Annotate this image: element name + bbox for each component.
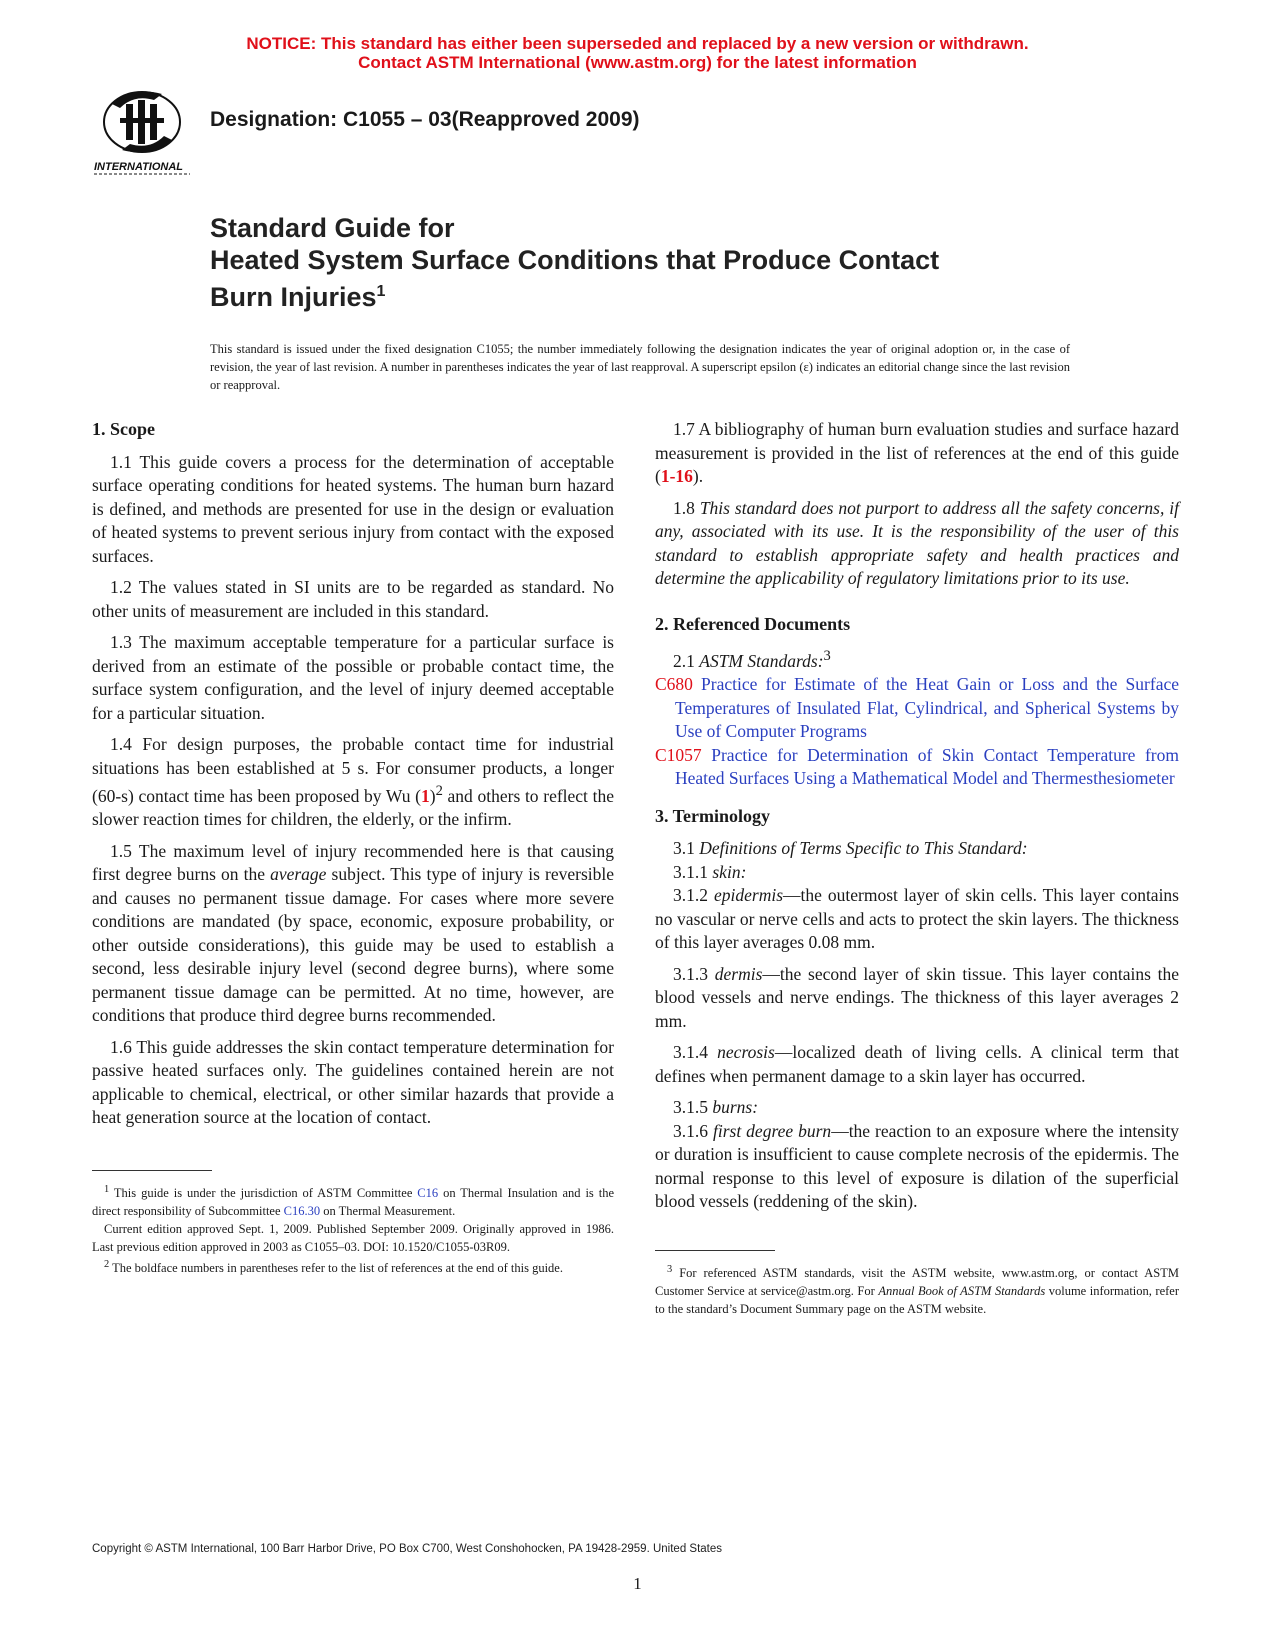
paragraph-1-1: 1.1 This guide covers a process for the determination of acceptable surface operating conditions for heated systems. The human burn hazard is defined, and methods are presented for use in the design or evaluation of heated systems to prevent serious injury from contact with the exposed surfaces.: [92, 451, 614, 566]
reference-title[interactable]: Practice for Determination of Skin Contact Temperature from Heated Surfaces Using a Mathematical Model and Thermesthesiometer: [675, 744, 1179, 789]
paragraph-1-8: 1.8 This standard does not purport to address all the safety concerns, if any, associated with its use. It is the responsibility of the user of this standard to establish appropriate safety and health practices and determine the applicability of regulatory limitations prior to its use.: [655, 497, 1179, 588]
footnotes-right: [655, 1261, 1179, 1318]
reference-c680[interactable]: [655, 673, 1179, 744]
reference-link-1[interactable]: 1: [420, 785, 430, 806]
paragraph-1-2: 1.2 The values stated in SI units are to be regarded as standard. No other units of measurement are included in this standard.: [92, 577, 614, 621]
notice-line-2: Contact ASTM International (www.astm.org) for the latest information: [358, 53, 917, 72]
paragraph-3-1-2: 3.1.2 epidermis—the outermost layer of skin cells. This layer contains no vascular or nerve cells and acts to protect the skin layers. The thickness of this layer averages 0.08 mm.: [655, 885, 1179, 953]
footnote-1: $^1$ This guide is under the jurisdiction of ASTM Committee C16 on Thermal Insulation and is the direct responsibility of Subcommittee C16.30 on Thermal Measurement.: [92, 1183, 614, 1218]
section-heading-terminology: 3. Terminology: [655, 805, 771, 826]
paragraph-3-1-5: 3.1.5 burns:: [673, 1097, 759, 1118]
astm-logo-icon: [92, 84, 198, 180]
left-column: [92, 418, 614, 1277]
reference-title[interactable]: Practice for Estimate of the Heat Gain or Loss and the Surface Temperatures of Insulated Flat, Cylindrical, and Spherical Systems by Use of Computer Programs: [675, 674, 1179, 742]
issue-note: This standard is issued under the fixed designation C1055; the number immediately following the designation indicates the year of original adoption or, in the case of revision, the year of last revision. A number in parentheses indicates the year of last reapproval. A superscript epsilon (ε) indicates an editorial change since the last revision or reapproval.: [210, 342, 1070, 392]
paragraph-3-1-3: 3.1.3 dermis—the second layer of skin tissue. This layer contains the blood vessels and nerve endings. The thickness of this layer averages 2 mm.: [655, 963, 1180, 1031]
paragraph-1-7: 1.7 A bibliography of human burn evaluation studies and surface hazard measurement is provided in the list of references at the end of this guide (1-16).: [655, 419, 1179, 486]
footnote-mark-2: 2: [435, 783, 443, 799]
paragraph-1-3: 1.3 The maximum acceptable temperature for a particular surface is derived from an estimate of the possible or probable contact time, the surface system configuration, and the level of injury deemed acceptable for a particular situation.: [92, 632, 614, 723]
subcommittee-c16-30-link[interactable]: C16.30: [283, 1203, 321, 1218]
footnote-3: $^3$ For referenced ASTM standards, visit the ASTM website, www.astm.org, or contact ASTM Customer Service at service@astm.org. For Annual Book of ASTM Standards volume information, refer to the standard’s Document Summary page on the ASTM website.: [655, 1263, 1179, 1316]
copyright-line: Copyright © ASTM International, 100 Barr Harbor Drive, PO Box C700, West Conshohocken, PA 19428-2959. United States: [92, 1543, 723, 1555]
paragraph-3-1: 3.1 Definitions of Terms Specific to This Standard:: [673, 838, 1028, 859]
designation: Designation: C1055 – 03(Reapproved 2009): [210, 108, 640, 131]
paragraph-1-4: 1.4 For design purposes, the probable contact time for industrial situations has been established at 5 s. For consumer products, a longer (60-s) contact time has been proposed by Wu $(1)^2$ and others to reflect the slower reaction times for children, the elderly, or the infirm.: [92, 734, 614, 830]
paragraph-1-5: 1.5 The maximum level of injury recommended here is that causing first degree burns on the average subject. This type of injury is reversible and causes no permanent tissue damage. For cases where more severe conditions are mandated (by space, economic, exposure probability, or other outside considerations), this guide may be used to establish a second, less desirable injury level (second degree burns), where some permanent tissue damage can be permitted. At no time, however, are conditions that produce third degree burns recommended.: [92, 840, 614, 1026]
document-title: [210, 212, 1030, 313]
logo-text: INTERNATIONAL: [94, 161, 184, 173]
section-heading-referenced-documents: 2. Referenced Documents: [655, 613, 851, 634]
footnote-edition: Current edition approved Sept. 1, 2009. Published September 2009. Originally approved in 1986. Last previous edition approved in 2003 as C1055–03. DOI: 10.1520/C1055-03R09.: [92, 1221, 614, 1254]
section-heading-scope: 1. Scope: [92, 419, 155, 439]
reference-code[interactable]: C1057: [655, 744, 702, 765]
right-column: [655, 418, 1179, 1318]
reference-code[interactable]: C680: [655, 674, 693, 695]
footnote-divider-right: [655, 1250, 775, 1251]
astm-international-logo: [92, 84, 198, 180]
page-number: 1: [633, 1574, 642, 1593]
notice-line-1: NOTICE: This standard has either been superseded and replaced by a new version or withdrawn.: [246, 34, 1029, 53]
paragraph-3-1-6: 3.1.6 first degree burn—the reaction to an exposure where the intensity or duration is insufficient to cause complete necrosis of the epidermis. The normal response to this level of exposure is dilation of the superficial blood vessels (reddening of the skin).: [655, 1120, 1179, 1212]
paragraph-1-6: 1.6 This guide addresses the skin contact temperature determination for passive heated surfaces only. The guidelines contained herein are not applicable to chemical, electrical, or other similar hazards that provide a heat generation source at the location of contact.: [92, 1036, 614, 1128]
paragraph-3-1-1: 3.1.1 skin:: [673, 861, 747, 882]
reference-link-1-16[interactable]: 1-16: [660, 466, 693, 486]
paragraph-2-1: 2.1 ASTM Standards:$^3$: [673, 648, 831, 671]
title-line-1: Standard Guide for: [210, 213, 455, 243]
title-line-3: Burn Injuries$^1$: [210, 282, 386, 312]
title-footnote-mark: 1: [376, 283, 386, 300]
reference-c1057[interactable]: [655, 744, 1179, 791]
committee-c16-link[interactable]: C16: [417, 1185, 439, 1200]
title-line-2: Heated System Surface Conditions that Produce Contact: [210, 245, 940, 275]
withdrawal-notice: [0, 34, 1275, 72]
footnotes-left: [92, 1181, 614, 1277]
footnote-2: $^2$ The boldface numbers in parentheses refer to the list of references at the end of this guide.: [104, 1258, 563, 1276]
footnote-divider-left: [92, 1170, 212, 1171]
paragraph-3-1-4: 3.1.4 necrosis—localized death of living cells. A clinical term that defines when permanent damage to a skin layer has occurred.: [655, 1042, 1179, 1086]
